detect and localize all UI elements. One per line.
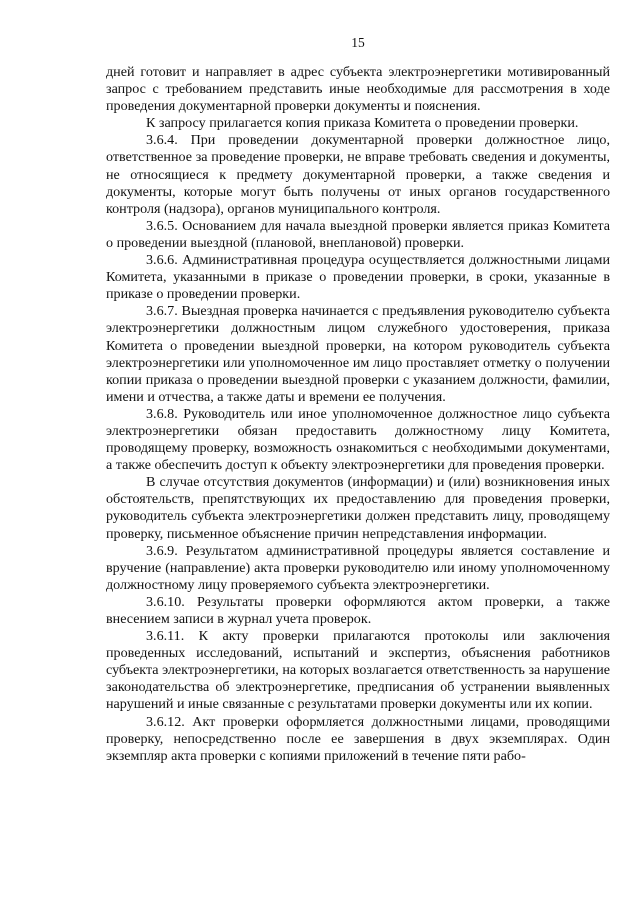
page-number: 15	[351, 35, 365, 50]
paragraph-attachment-note: К запросу прилагается копия приказа Комитета о проведении проверки.	[146, 115, 579, 132]
body-text	[106, 64, 610, 765]
paragraph-3-6-8: 3.6.8. Руководитель или иное уполномоченное должностное лицо субъекта электроэнергетики обязан предоставить должностному лицу Комитета, проводящему проверку, возможность ознакомиться с необходимыми документами, а также обеспечить доступ к объекту электроэнергетики для проведения проверки.	[106, 405, 610, 474]
paragraph-3-6-9: 3.6.9. Результатом административной процедуры является составление и вручение (направление) акта проверки руководителю или иному уполномоченному должностному лицу проверяемого субъекта электроэнергетики.	[106, 542, 610, 593]
paragraph-3-6-6: 3.6.6. Административная процедура осуществляется должностными лицами Комитета, указанными в приказе о проведении проверки, в сроки, указанные в приказе о проведении проверки.	[106, 252, 610, 303]
paragraph-3-6-11: 3.6.11. К акту проверки прилагаются протоколы или заключения проведенных исследований, испытаний и экспертиз, объяснения работников субъекта электроэнергетики, на которых возлагается ответственность за нарушение законодательства об электроэнергетике, предписания об устранении выявленных нарушений и иные связанные с результатами проверки документы или их копии.	[106, 628, 610, 713]
paragraph-continuation: дней готовит и направляет в адрес субъекта электроэнергетики мотивированный запрос с требованием представить иные необходимые для рассмотрения в ходе проведения документарной проверки документы и пояснения.	[106, 64, 610, 115]
paragraph-3-6-4: 3.6.4. При проведении документарной проверки должностное лицо, ответственное за проведение проверки, не вправе требовать сведения и документы, не относящиеся к предмету документарной проверки, а также сведения и документы, которые могут быть получены от иных органов государственного контроля (надзора), органов муниципального контроля.	[106, 132, 610, 217]
paragraph-3-6-12: 3.6.12. Акт проверки оформляется должностными лицами, проводящими проверку, непосредственно после ее завершения в двух экземплярах. Один экземпляр акта проверки с копиями приложений в течение пяти рабо-	[106, 713, 610, 764]
paragraph-missing-documents: В случае отсутствия документов (информации) и (или) возникновения иных обстоятельств, препятствующих их предоставлению для проведения проверки, руководитель субъекта электроэнергетики должен представить лицу, проводящему проверку, письменное объяснение причин непредставления информации.	[106, 474, 610, 542]
paragraph-3-6-5: 3.6.5. Основанием для начала выездной проверки является приказ Комитета о проведении выездной (плановой, внеплановой) проверки.	[106, 217, 610, 251]
paragraph-3-6-7: 3.6.7. Выездная проверка начинается с предъявления руководителю субъекта электроэнергетики должностным лицом служебного удостоверения, приказа Комитета о проведении выездной проверки, на котором руководитель субъекта электроэнергетики или уполномоченное им лицо проставляет отметку о получении копии приказа о проведении выездной проверки с указанием должности, фамилии, имени и отчества, а также даты и времени ее получения.	[106, 303, 610, 405]
paragraph-3-6-10: 3.6.10. Результаты проверки оформляются актом проверки, а также внесением записи в журнал учета проверок.	[106, 593, 610, 627]
